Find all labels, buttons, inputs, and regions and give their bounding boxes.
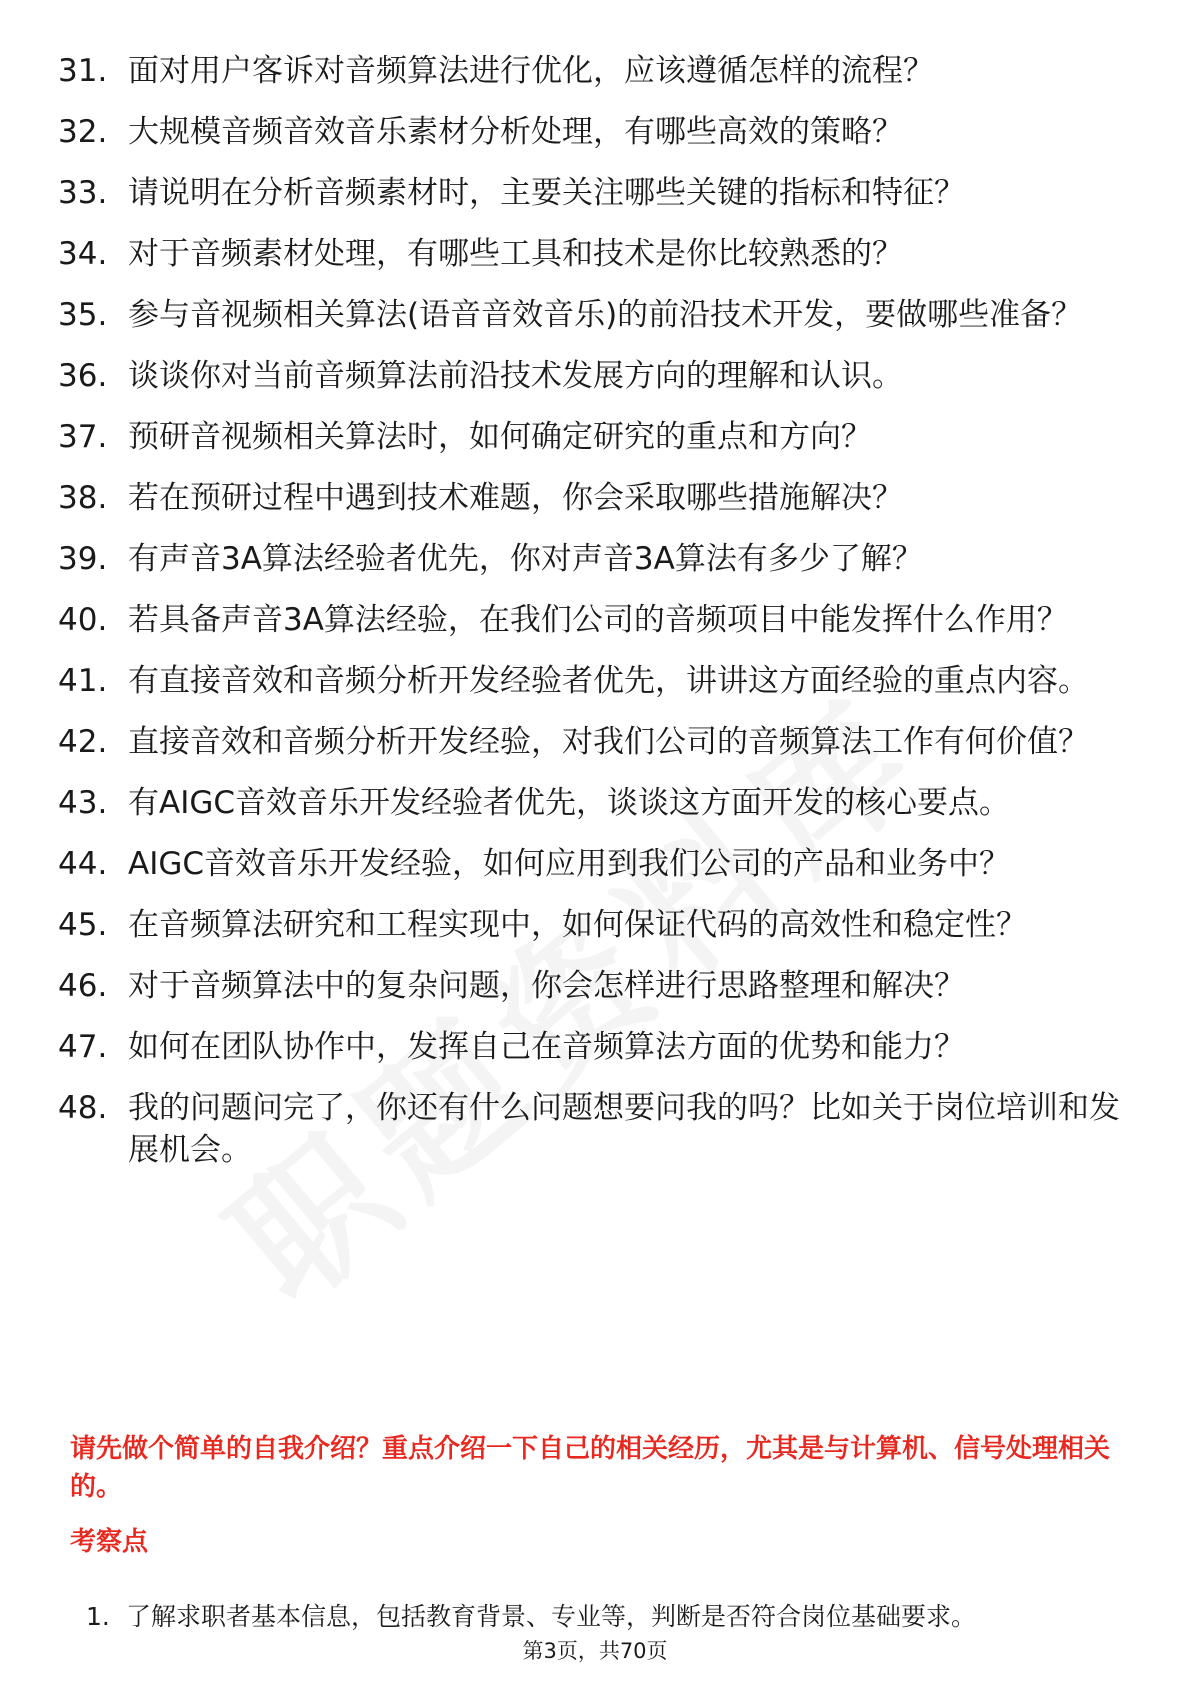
question-number: 48. (58, 1090, 108, 1126)
question-text: 谈谈你对当前音频算法前沿技术发展方向的理解和认识。 (128, 358, 903, 394)
question-number: 42. (58, 724, 108, 760)
question-number: 35. (58, 297, 108, 333)
question-text: 有声音3A算法经验者优先，你对声音3A算法有多少了解？ (128, 541, 923, 577)
list-item (0, 782, 1190, 824)
question-text: 我的问题问完了，你还有什么问题想要问我的吗？比如关于岗位培训和发展机会。 (128, 1090, 1120, 1168)
question-list (0, 50, 1190, 1190)
list-item (0, 50, 1190, 92)
question-number: 41. (58, 663, 108, 699)
question-number: 37. (58, 419, 108, 455)
list-item (0, 111, 1190, 153)
question-number: 38. (58, 480, 108, 516)
point-number: 1. (86, 1602, 110, 1631)
question-text: 若在预研过程中遇到技术难题，你会采取哪些措施解决？ (128, 480, 903, 516)
question-number: 46. (58, 968, 108, 1004)
question-number: 34. (58, 236, 108, 272)
question-text: 对于音频素材处理，有哪些工具和技术是你比较熟悉的？ (128, 236, 903, 272)
question-number: 47. (58, 1029, 108, 1065)
list-item (0, 538, 1190, 580)
question-number: 33. (58, 175, 108, 211)
list-item (0, 294, 1190, 336)
question-text: 请说明在分析音频素材时，主要关注哪些关键的指标和特征？ (128, 175, 965, 211)
question-number: 40. (58, 602, 108, 638)
question-text: 直接音效和音频分析开发经验，对我们公司的音频算法工作有何价值？ (128, 724, 1089, 760)
question-text: 如何在团队协作中，发挥自己在音频算法方面的优势和能力？ (128, 1029, 965, 1065)
question-text: 若具备声音3A算法经验，在我们公司的音频项目中能发挥什么作用？ (128, 602, 1068, 638)
question-text: 有AIGC音效音乐开发经验者优先，谈谈这方面开发的核心要点。 (128, 785, 1011, 821)
question-number: 31. (58, 53, 108, 89)
list-item (0, 965, 1190, 1007)
list-item (0, 1026, 1190, 1068)
list-item (0, 904, 1190, 946)
list-item (0, 660, 1190, 702)
assessment-heading: 考察点 (70, 1527, 149, 1557)
question-number: 39. (58, 541, 108, 577)
question-number: 36. (58, 358, 108, 394)
list-item (0, 233, 1190, 275)
list-item (0, 172, 1190, 214)
question-text: 预研音视频相关算法时，如何确定研究的重点和方向？ (128, 419, 872, 455)
question-text: 大规模音频音效音乐素材分析处理，有哪些高效的策略？ (128, 114, 903, 150)
question-number: 45. (58, 907, 108, 943)
question-text: AIGC音效音乐开发经验，如何应用到我们公司的产品和业务中？ (128, 846, 1011, 882)
question-text: 对于音频算法中的复杂问题，你会怎样进行思路整理和解决？ (128, 968, 965, 1004)
list-item (0, 477, 1190, 519)
question-number: 32. (58, 114, 108, 150)
question-text: 在音频算法研究和工程实现中，如何保证代码的高效性和稳定性？ (128, 907, 1027, 943)
list-item (0, 416, 1190, 458)
list-item (0, 599, 1190, 641)
question-text: 有直接音效和音频分析开发经验者优先，讲讲这方面经验的重点内容。 (128, 663, 1089, 699)
list-item (0, 843, 1190, 885)
question-text: 参与音视频相关算法(语音音效音乐)的前沿技术开发，要做哪些准备？ (128, 297, 1083, 333)
list-item (0, 355, 1190, 397)
page-footer: 第3页，共70页 (522, 1639, 668, 1663)
question-text: 面对用户客诉对音频算法进行优化，应该遵循怎样的流程？ (128, 53, 934, 89)
question-number: 44. (58, 846, 108, 882)
list-item (0, 1087, 1190, 1171)
list-item (0, 721, 1190, 763)
assessment-point (86, 1600, 976, 1634)
point-text: 了解求职者基本信息，包括教育背景、专业等，判断是否符合岗位基础要求。 (126, 1602, 977, 1631)
highlight-question: 请先做个简单的自我介绍？重点介绍一下自己的相关经历，尤其是与计算机、信号处理相关的。 (70, 1434, 1111, 1502)
question-number: 43. (58, 785, 108, 821)
